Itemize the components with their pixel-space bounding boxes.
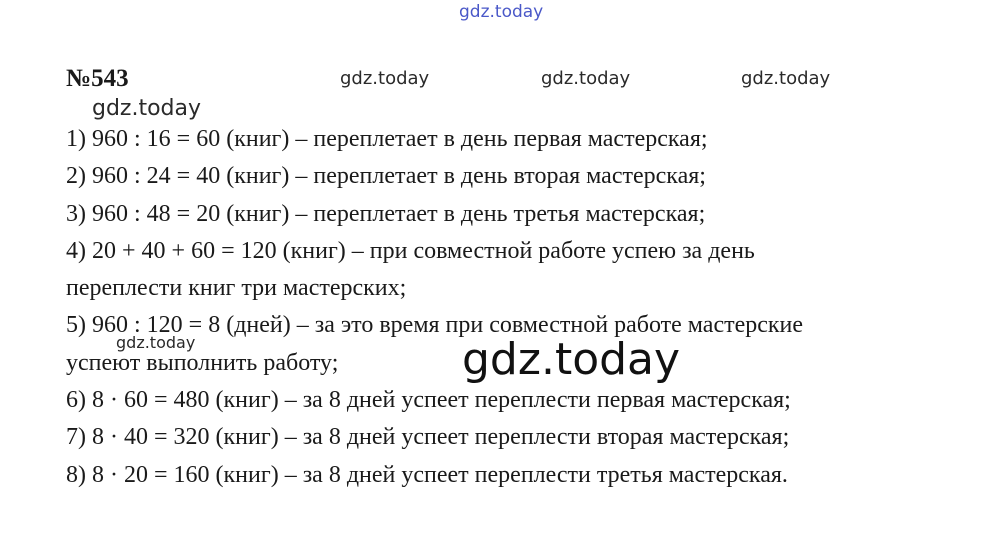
watermark-small: gdz.today — [116, 333, 196, 352]
solution-line: 6) 8 · 60 = 480 (книг) – за 8 дней успеет переплести первая мастерская; — [66, 387, 791, 414]
problem-number: №543 — [66, 65, 129, 92]
solution-line: 5) 960 : 120 = 8 (дней) – за это время при совместной работе мастерские — [66, 312, 804, 339]
watermark-header-3: gdz.today — [741, 68, 831, 89]
solution-line: переплести книг три мастерских; — [66, 275, 407, 302]
watermark-header-1: gdz.today — [340, 68, 430, 89]
solution-line: 2) 960 : 24 = 40 (книг) – переплетает в день вторая мастерская; — [66, 163, 706, 190]
watermark-header-2: gdz.today — [541, 68, 631, 89]
solution-line: 4) 20 + 40 + 60 = 120 (книг) – при совместной работе успею за день — [66, 237, 755, 264]
solution-line: 8) 8 · 20 = 160 (книг) – за 8 дней успеет переплести третья мастерская. — [66, 461, 788, 488]
solution-line: успеют выполнить работу; — [66, 349, 339, 376]
watermark-top: gdz.today — [459, 2, 544, 22]
solution-line: 1) 960 : 16 = 60 (книг) – переплетает в день первая мастерская; — [66, 126, 708, 152]
solution-steps — [66, 124, 966, 497]
watermark-center-big: gdz.today — [462, 334, 681, 385]
solution-line: 7) 8 · 40 = 320 (книг) – за 8 дней успеет переплести вторая мастерская; — [66, 424, 790, 451]
solution-line: 3) 960 : 48 = 20 (книг) – переплетает в день третья мастерская; — [66, 200, 706, 227]
watermark-left: gdz.today — [92, 96, 202, 121]
